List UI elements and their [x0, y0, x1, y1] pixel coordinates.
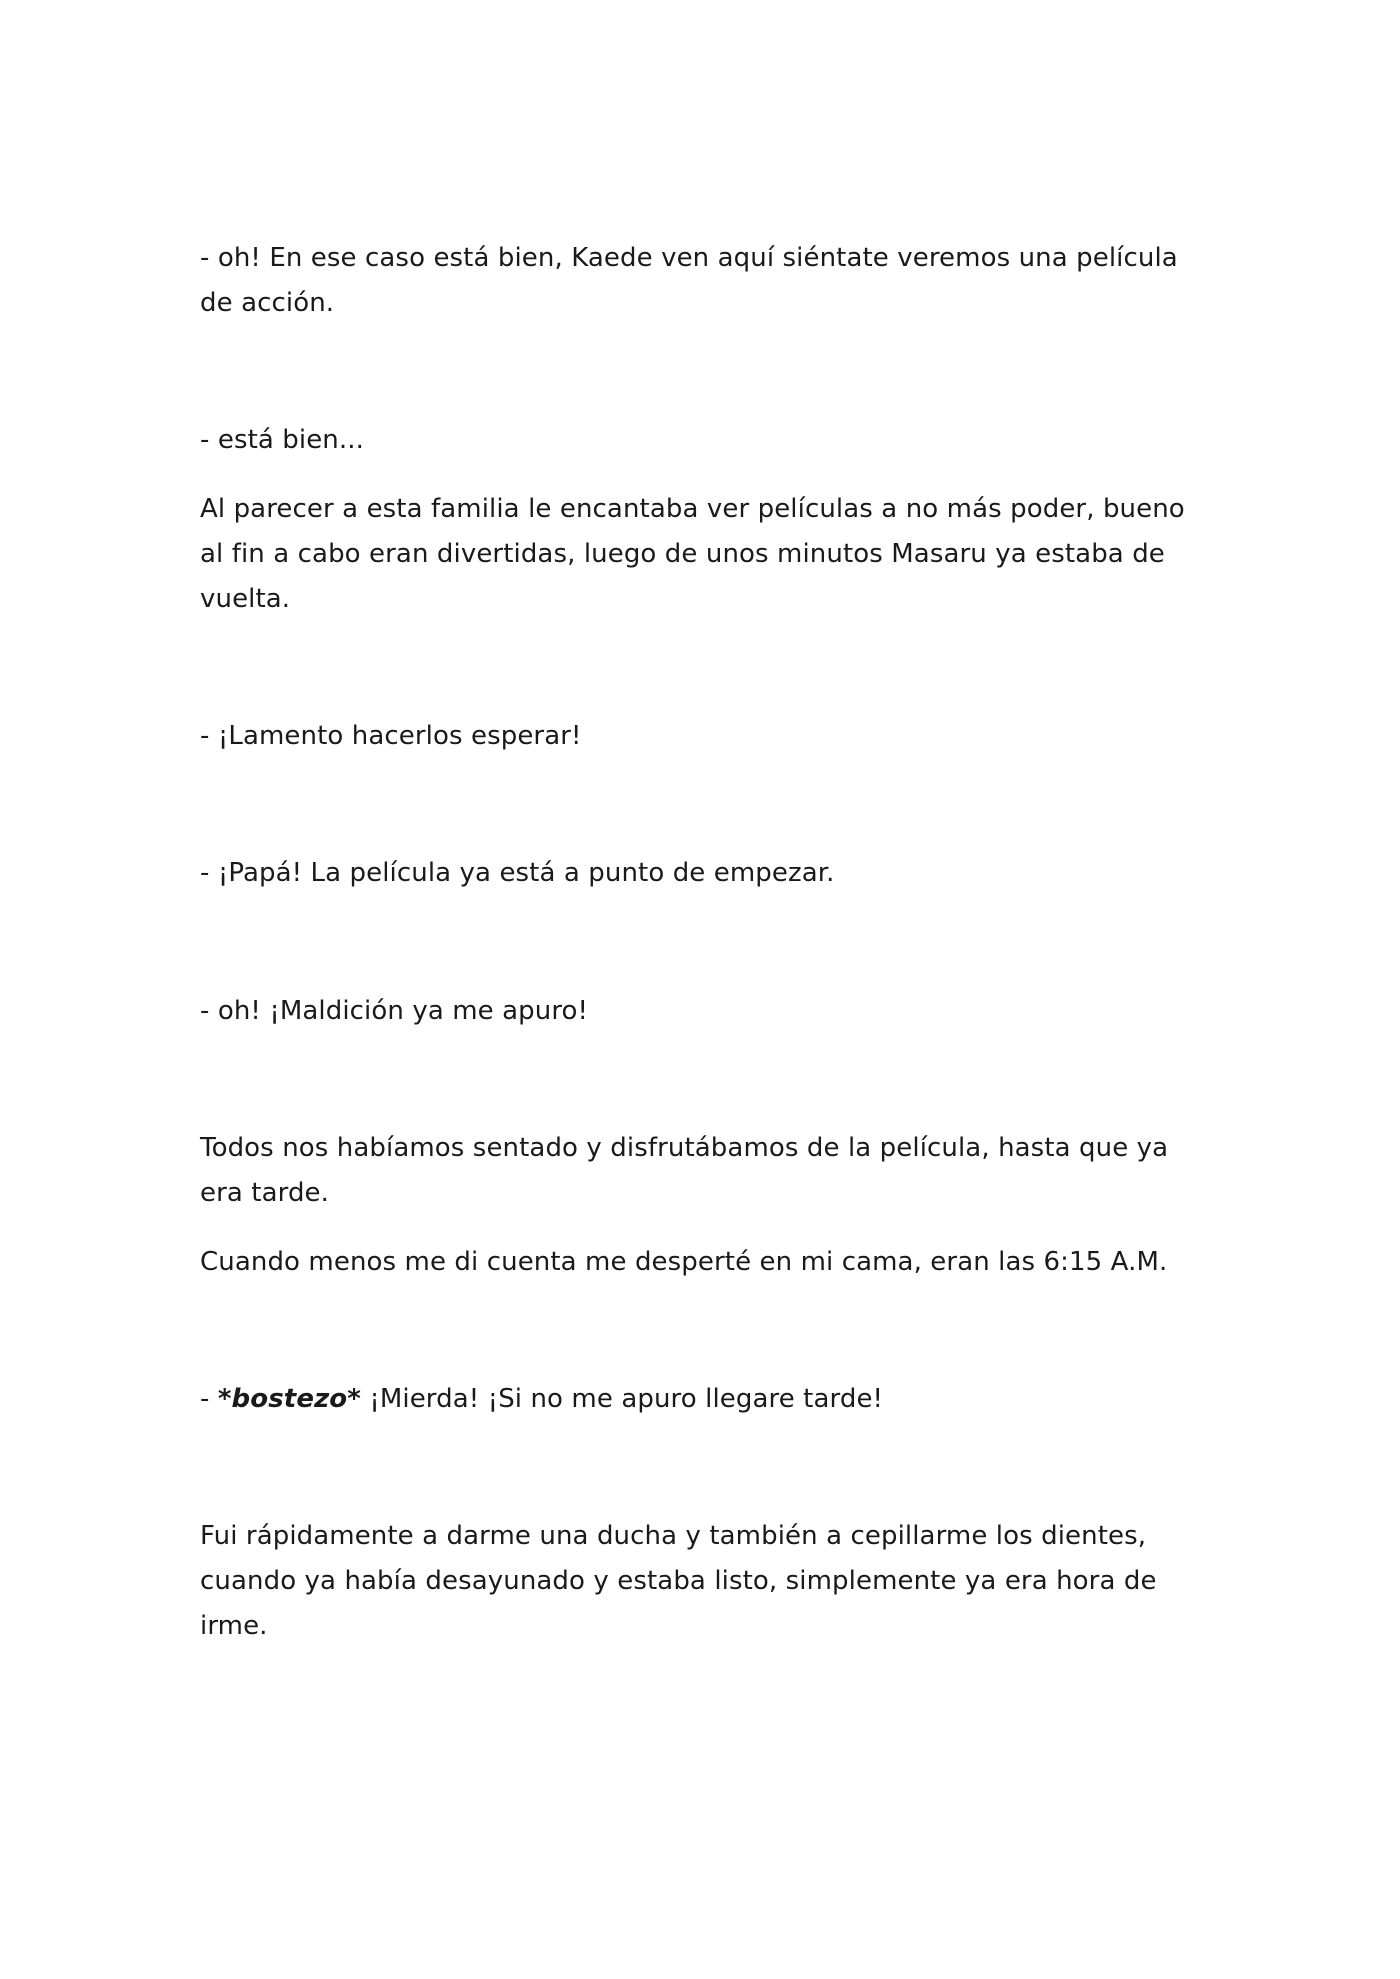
paragraph-7: Todos nos habíamos sentado y disfrutábamos de la película, hasta que ya era tarde.: [200, 1133, 1169, 1208]
paragraph-4: - ¡Lamento hacerlos esperar!: [200, 721, 582, 751]
dialogue-dash: -: [200, 1384, 218, 1414]
emphasis-text: *bostezo*: [217, 1384, 361, 1414]
paragraph-10: Fui rápidamente a darme una ducha y también a cepillarme los dientes, cuando ya había desayunado y estaba listo, simplemente ya era hora de irme.: [200, 1521, 1157, 1641]
paragraph-9: [200, 1377, 1200, 1422]
paragraph-5: - ¡Papá! La película ya está a punto de empezar.: [200, 858, 835, 888]
dialogue-text: ¡Mierda! ¡Si no me apuro llegare tarde!: [360, 1384, 884, 1414]
paragraph-1: - oh! En ese caso está bien, Kaede ven aquí siéntate veremos una película de acción.: [200, 243, 1178, 318]
paragraph-6: - oh! ¡Maldición ya me apuro!: [200, 996, 589, 1026]
paragraph-3: Al parecer a esta familia le encantaba ver películas a no más poder, bueno al fin a cabo eran divertidas, luego de unos minutos Masaru ya estaba de vuelta.: [200, 494, 1185, 614]
paragraph-8: Cuando menos me di cuenta me desperté en mi cama, eran las 6:15 A.M.: [200, 1247, 1168, 1277]
paragraph-2: - está bien...: [200, 425, 364, 455]
